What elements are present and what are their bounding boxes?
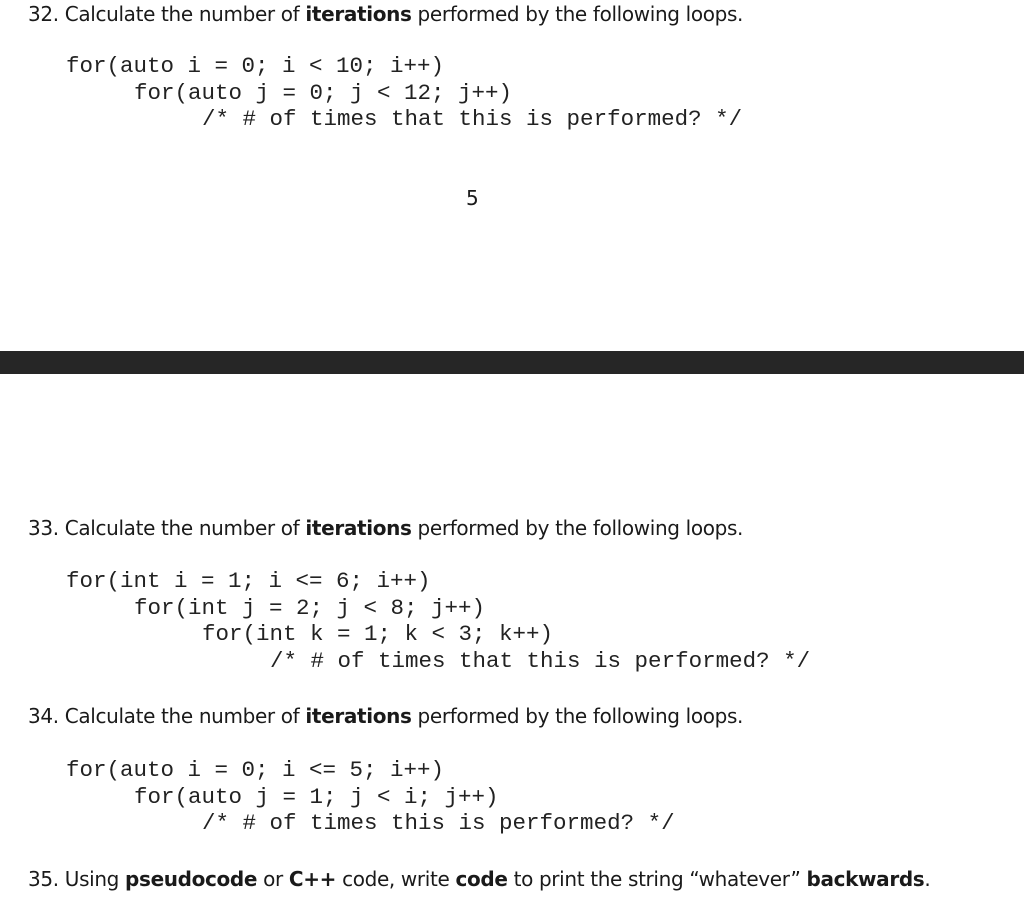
question-number: 34. [28, 704, 59, 728]
question-text: Calculate the number of [64, 2, 300, 26]
question-text: performed by the following loops. [417, 516, 744, 540]
question-35-heading [28, 867, 930, 891]
question-32-answer: 5 [466, 186, 479, 210]
question-emphasis: code [455, 867, 508, 891]
question-text: Calculate the number of [64, 516, 300, 540]
question-number: 33. [28, 516, 59, 540]
question-emphasis: backwards [806, 867, 925, 891]
question-emphasis: iterations [305, 2, 412, 26]
question-text: performed by the following loops. [417, 2, 744, 26]
page-divider [0, 351, 1024, 374]
question-32-heading [28, 2, 743, 26]
code-line: for(auto i = 0; i < 10; i++) [66, 53, 445, 79]
question-number: 35. [28, 867, 59, 891]
question-text: to print the string “whatever” [513, 867, 801, 891]
code-line: for(int k = 1; k < 3; k++) [202, 621, 554, 647]
code-line: for(auto i = 0; i <= 5; i++) [66, 757, 445, 783]
question-text: Using [64, 867, 120, 891]
code-line: /* # of times that this is performed? */ [270, 648, 811, 674]
code-line: for(int j = 2; j < 8; j++) [134, 595, 486, 621]
question-34-heading [28, 704, 743, 728]
question-text: performed by the following loops. [417, 704, 744, 728]
code-line: /* # of times this is performed? */ [202, 810, 675, 836]
question-text: . [924, 867, 931, 891]
question-emphasis: iterations [305, 516, 412, 540]
question-text: Calculate the number of [64, 704, 300, 728]
question-text: code, write [342, 867, 450, 891]
question-text: or [263, 867, 283, 891]
code-line: /* # of times that this is performed? */ [202, 106, 743, 132]
code-line: for(auto j = 1; j < i; j++) [134, 784, 499, 810]
code-line: for(auto j = 0; j < 12; j++) [134, 80, 513, 106]
code-line: for(int i = 1; i <= 6; i++) [66, 568, 431, 594]
question-emphasis: iterations [305, 704, 412, 728]
question-emphasis: pseudocode [125, 867, 258, 891]
question-emphasis: C++ [288, 867, 337, 891]
question-33-heading [28, 516, 743, 540]
question-number: 32. [28, 2, 59, 26]
